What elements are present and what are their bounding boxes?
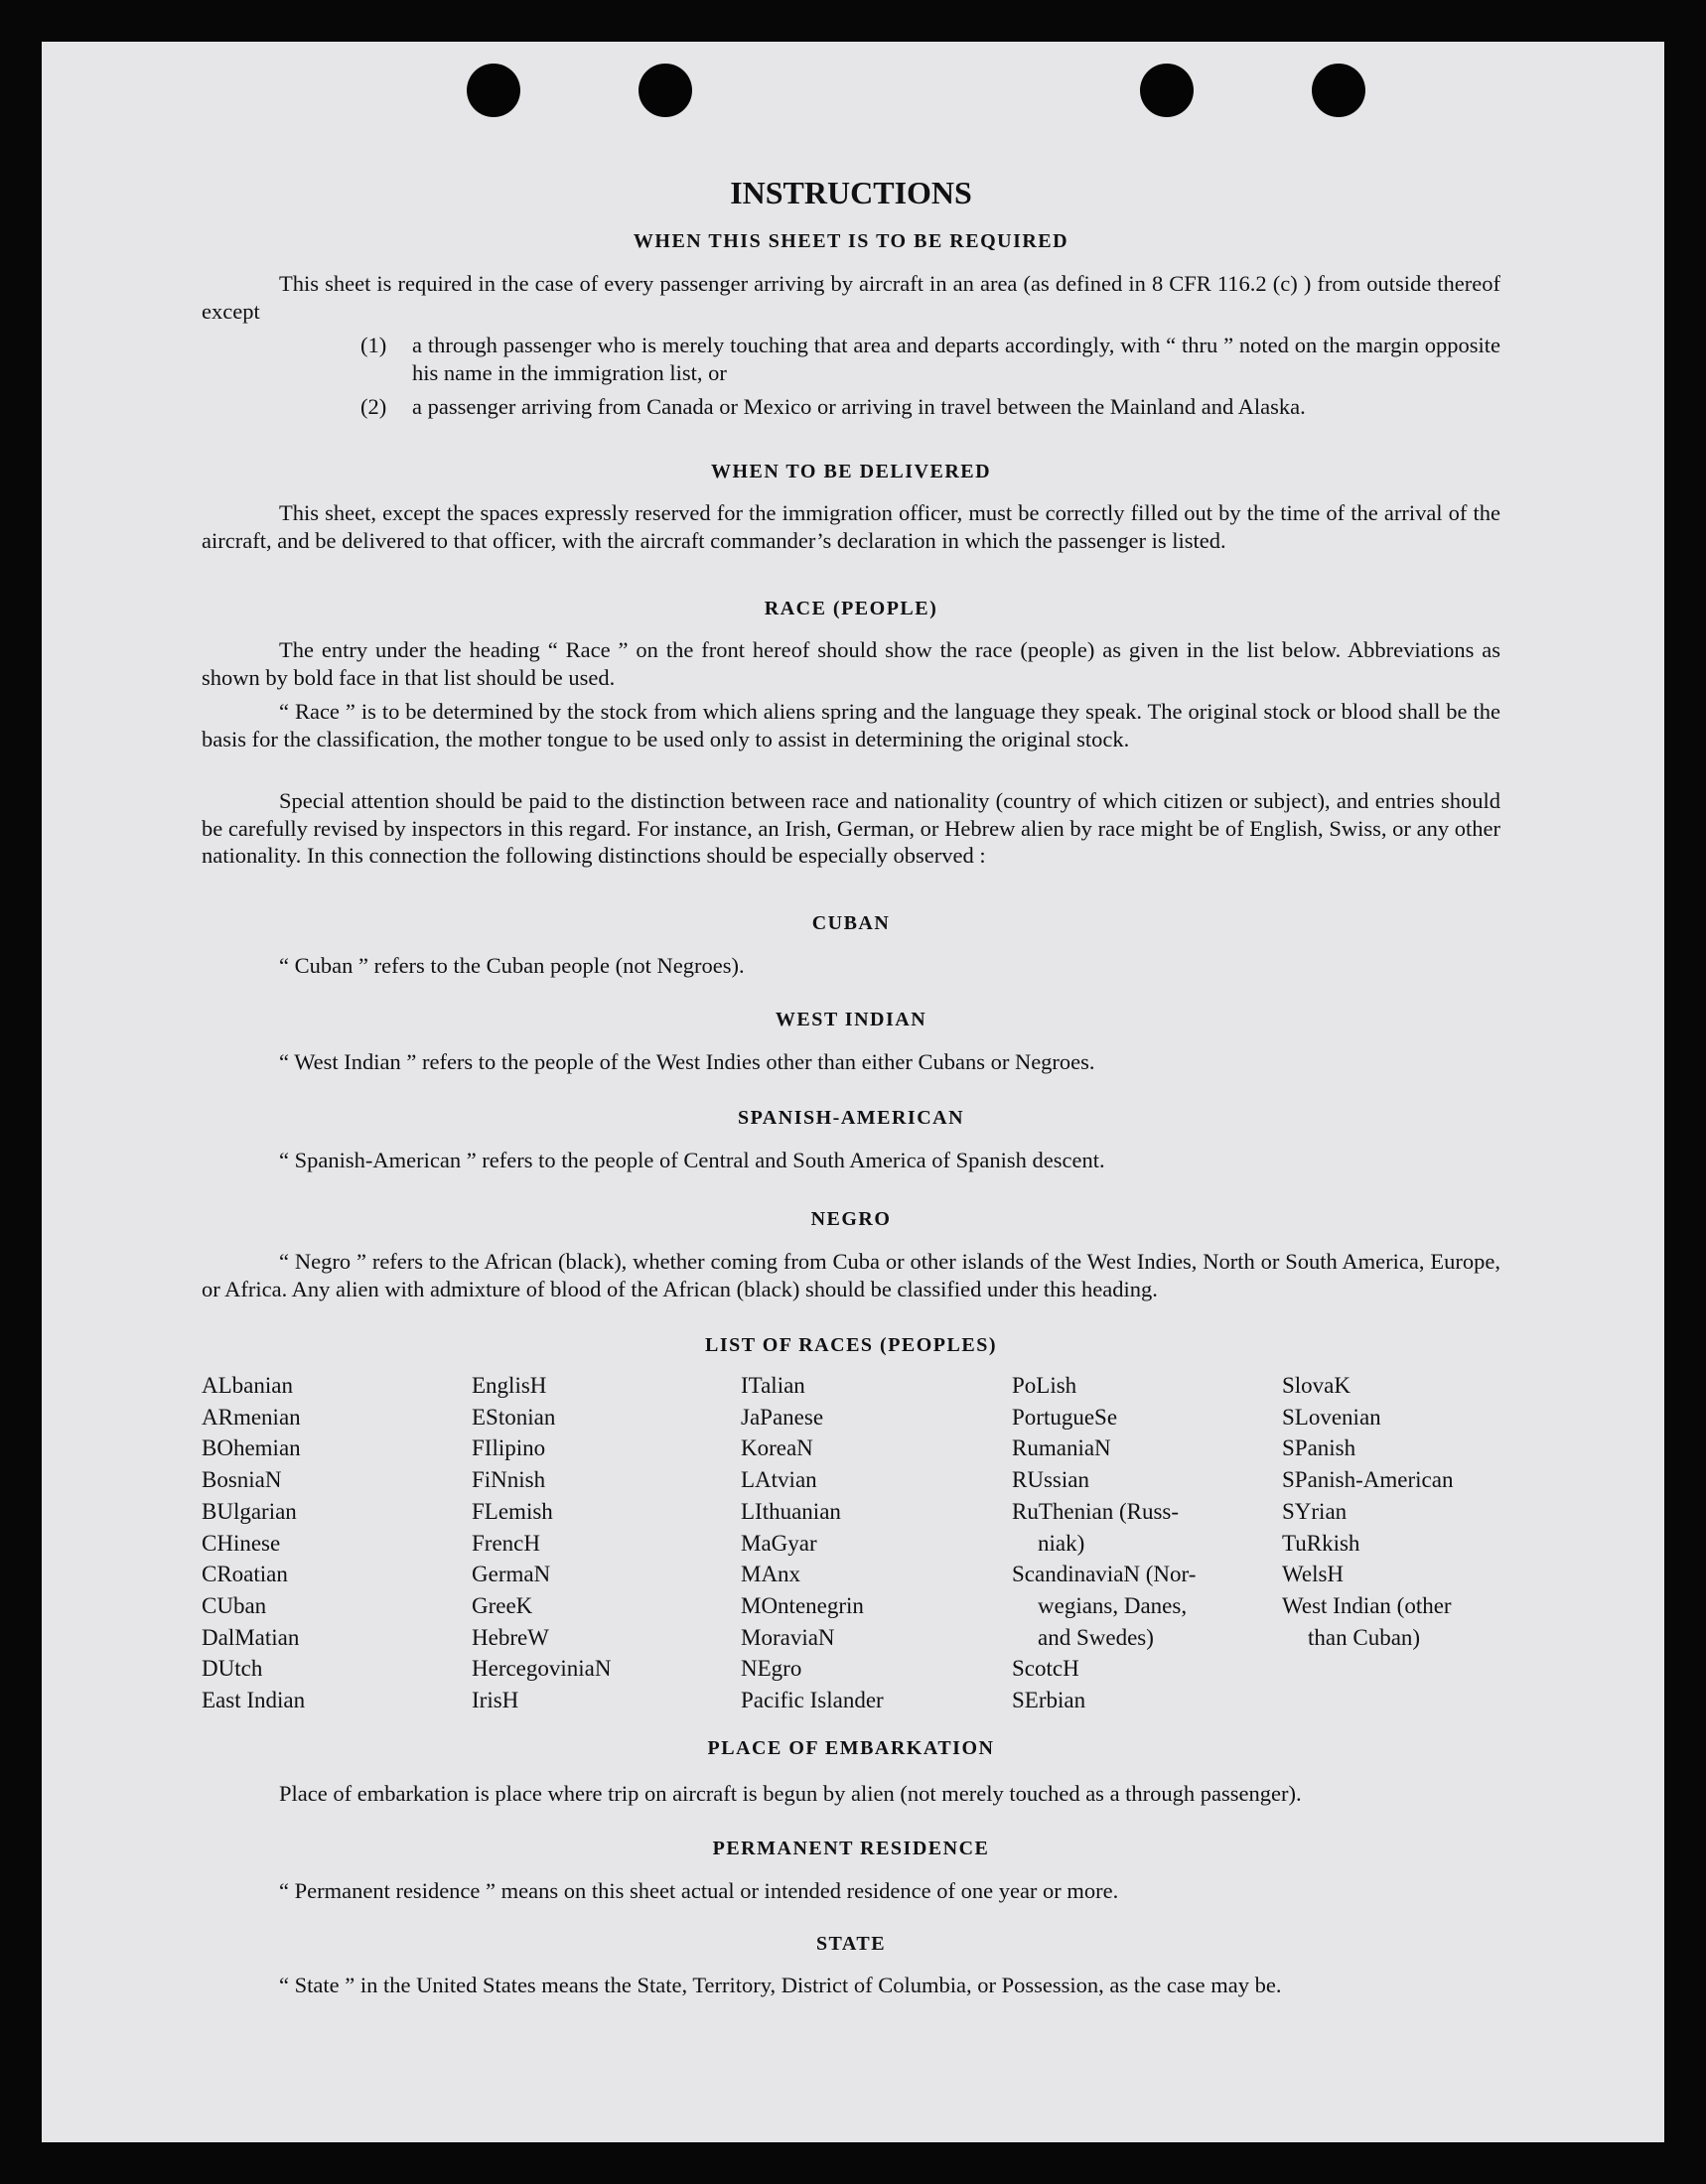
heading-negro: NEGRO [810,1208,892,1230]
paragraph-race-3: Special attention should be paid to the distinction between race and nationality (country of which citizen or subject), and entries should be carefully revised by inspectors in this regard. For instance, an Irish, German, or Hebrew alien by race might be of English, Swiss, or any other nationality. In this connection the following distinctions should be especially observed : [202,788,1500,868]
heading-residence: PERMANENT RESIDENCE [712,1838,990,1859]
race-entry: MaGyar [741,1530,817,1556]
race-entry: JaPanese [741,1404,824,1430]
race-column [1012,1370,1196,1716]
race-entry: FIlipino [472,1435,546,1461]
race-entry: SPanish-American [1282,1467,1454,1493]
heading-state: STATE [815,1933,887,1955]
item-number: (2) [360,394,387,419]
paragraph-spanish-american: “ Spanish-American ” refers to the people of Central and South America of Spanish descent. [279,1148,1105,1172]
race-entry: BOhemian [202,1435,301,1461]
heading-west-indian: WEST INDIAN [775,1009,927,1030]
race-entry: SErbian [1012,1688,1086,1713]
paragraph-required: This sheet is required in the case of every passenger arriving by aircraft in an area (as defined in 8 CFR 116.2 (c) ) from outside thereof except [202,271,1500,324]
race-entry: ITalian [741,1373,805,1398]
race-entry: RUssian [1012,1467,1089,1493]
race-entry: FrencH [472,1530,540,1556]
paragraph-embarkation: Place of embarkation is place where trip on aircraft is begun by alien (not merely touched as a through passenger). [279,1781,1302,1806]
race-entry: East Indian [202,1688,306,1713]
race-entry: HercegoviniaN [472,1656,612,1682]
race-entry: DUtch [202,1656,263,1682]
race-column [1282,1370,1453,1653]
race-entry: wegians, Danes, [1038,1592,1188,1618]
race-entry: and Swedes) [1038,1624,1154,1650]
race-entry: FiNnish [472,1467,546,1493]
item-number: (1) [360,333,387,357]
race-entry: CHinese [202,1530,281,1556]
race-entry: West Indian (other [1282,1592,1452,1618]
race-entry: ARmenian [202,1404,301,1430]
race-entry: DalMatian [202,1624,300,1650]
paragraph-state: “ State ” in the United States means the State, Territory, District of Columbia, or Possession, as the case may be. [279,1973,1282,1997]
race-entry: RuThenian (Russ- [1012,1498,1180,1524]
race-column [472,1370,612,1716]
race-entry: PortugueSe [1012,1404,1118,1430]
paragraph-delivered: This sheet, except the spaces expressly reserved for the immigration officer, must be correctly filled out by the time of the arrival of the aircraft, and be delivered to that officer, with the aircraft commander’s declaration in which the passenger is listed. [202,500,1500,553]
heading-spanish-american: SPANISH-AMERICAN [737,1107,965,1129]
race-entry: NEgro [741,1656,802,1682]
paragraph-cuban: “ Cuban ” refers to the Cuban people (not Negroes). [279,953,745,978]
race-entry: LAtvian [741,1467,817,1493]
race-entry: RumaniaN [1012,1435,1111,1461]
race-entry: PoLish [1012,1373,1077,1398]
punch-hole [1140,64,1194,117]
race-entry: TuRkish [1282,1530,1360,1556]
race-entry: WelsH [1282,1562,1345,1587]
race-entry: HebreW [472,1624,549,1650]
heading-cuban: CUBAN [811,912,891,934]
heading-race: RACE (PEOPLE) [764,598,938,619]
race-entry: SYrian [1282,1498,1348,1524]
race-entry: GreeK [472,1592,533,1618]
heading-delivered: WHEN TO BE DELIVERED [710,461,992,482]
race-entry: than Cuban) [1308,1624,1421,1650]
paragraph-west-indian: “ West Indian ” refers to the people of the West Indies other than either Cubans or Negroes. [279,1049,1095,1074]
race-entry: MoraviaN [741,1624,835,1650]
race-entry: ALbanian [202,1373,293,1398]
paragraph-residence: “ Permanent residence ” means on this sheet actual or intended residence of one year or more. [279,1878,1119,1903]
race-entry: SlovaK [1282,1373,1351,1398]
race-entry: CUban [202,1592,267,1618]
punch-hole [467,64,520,117]
race-entry: ScotcH [1012,1656,1079,1682]
race-entry: BosniaN [202,1467,282,1493]
race-entry: EnglisH [472,1373,547,1398]
paragraph-race-2: “ Race ” is to be determined by the stock from which aliens spring and the language they speak. The original stock or blood shall be the basis for the classification, the mother tongue to be used only to assist in determining the original stock. [202,699,1500,751]
race-entry: KoreaN [741,1435,813,1461]
race-entry: Pacific Islander [741,1688,884,1713]
item-text: a passenger arriving from Canada or Mexico or arriving in travel between the Mainland and Alaska. [412,394,1306,419]
race-entry: GermaN [472,1562,551,1587]
race-column [202,1370,305,1716]
punch-hole [639,64,692,117]
race-entry: IrisH [472,1688,519,1713]
race-entry: SPanish [1282,1435,1356,1461]
race-entry: EStonian [472,1404,556,1430]
race-entry: MAnx [741,1562,801,1587]
race-entry: niak) [1038,1530,1085,1556]
heading-embarkation: PLACE OF EMBARKATION [707,1737,995,1759]
item-text: a through passenger who is merely touching that area and departs accordingly, with “ thru ” noted on the margin opposite his name in the immigration list, or [412,333,1500,385]
race-entry: MOntenegrin [741,1592,864,1618]
race-entry: ScandinaviaN (Nor- [1012,1562,1197,1587]
race-entry: FLemish [472,1498,553,1524]
race-entry: CRoatian [202,1562,288,1587]
page-title: INSTRUCTIONS [730,175,972,210]
race-entry: SLovenian [1282,1404,1381,1430]
race-entry: LIthuanian [741,1498,841,1524]
paragraph-race-1: The entry under the heading “ Race ” on the front hereof should show the race (people) as given in the list below. Abbreviations as shown by bold face in that list should be used. [202,637,1500,690]
heading-list-of-races: LIST OF RACES (PEOPLES) [704,1334,997,1356]
race-column [741,1370,884,1716]
heading-required: WHEN THIS SHEET IS TO BE REQUIRED [633,230,1069,252]
paragraph-negro: “ Negro ” refers to the African (black), whether coming from Cuba or other islands of the West Indies, North or South America, Europe, or Africa. Any alien with admixture of blood of the African (black) should be classified under this heading. [202,1249,1500,1301]
punch-hole [1312,64,1365,117]
race-entry: BUlgarian [202,1498,297,1524]
